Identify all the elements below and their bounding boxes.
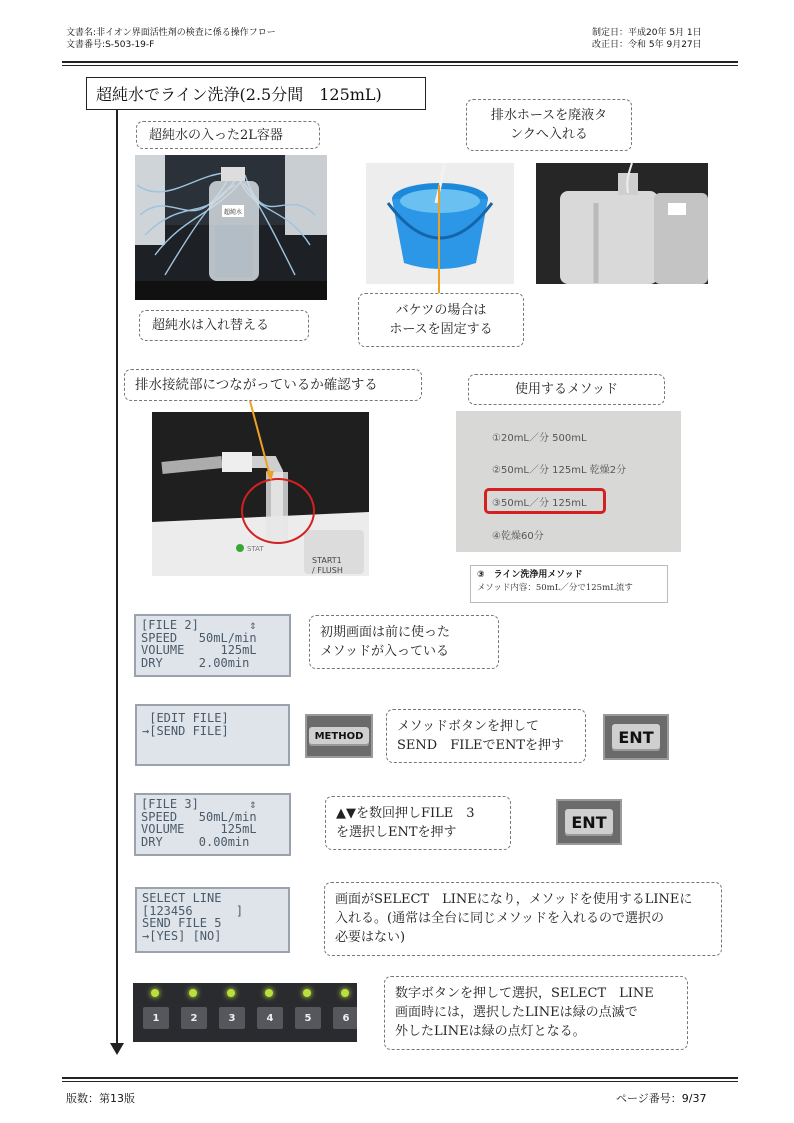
- flow-line: [116, 110, 118, 1047]
- device-brand: STAT: [247, 545, 264, 553]
- note-number-buttons: 数字ボタンを押して選択，SELECT LINE 画面時には，選択したLINEは緑の点滅で 外したLINEは緑の点灯となる。: [384, 976, 688, 1050]
- lcd-send-file-screen: [EDIT FILE] →[SEND FILE]: [135, 704, 290, 766]
- line-led-2: [189, 989, 197, 997]
- bottle-label: 超純水: [223, 209, 243, 216]
- flow-arrow-head: [110, 1043, 124, 1055]
- note-drain-hose: 排水ホースを廃液タ ンクへ入れる: [466, 99, 632, 151]
- line-led-4: [265, 989, 273, 997]
- footer-rule-thin: [62, 1081, 738, 1082]
- note-container-2l: 超純水の入った2L容器: [136, 121, 320, 149]
- note-method-used: 使用するメソッド: [468, 374, 665, 405]
- method-caption-title: ③ ライン洗浄用メソッド: [477, 570, 583, 580]
- doc-name: 非イオン界面活性剤の検査に係る操作フロー: [96, 28, 276, 38]
- revised-date: 令和 5年 9月27日: [628, 40, 702, 50]
- method-list-photo: [456, 411, 681, 552]
- bucket-pointer-line: [438, 185, 440, 293]
- line-number-button-2[interactable]: 2: [181, 1007, 207, 1029]
- lcd-file3-screen: [FILE 3] ⇕ SPEED 50mL/min VOLUME 125mL DRY 0.00min: [134, 793, 291, 856]
- line-number-button-1[interactable]: 1: [143, 1007, 169, 1029]
- note-method-button: メソッドボタンを押して SEND FILEでENTを押す: [386, 709, 586, 763]
- bucket-photo: [366, 163, 514, 284]
- footer-rule-thick: [62, 1077, 738, 1079]
- lcd-file2-screen: [FILE 2] ⇕ SPEED 50mL/min VOLUME 125mL DRY 2.00min: [134, 614, 291, 677]
- line-number-button-5[interactable]: 5: [295, 1007, 321, 1029]
- note-replace-water: 超純水は入れ替える: [139, 310, 309, 341]
- line-number-button-4[interactable]: 4: [257, 1007, 283, 1029]
- number-buttons-photo: [133, 983, 357, 1042]
- line-led-1: [151, 989, 159, 997]
- ent-button-2[interactable]: ENT: [556, 799, 622, 845]
- ent-button-1[interactable]: ENT: [603, 714, 669, 760]
- note-select-file: ▲▼を数回押しFILE 3 を選択しENTを押す: [325, 796, 511, 850]
- section-title: 超純水でライン洗浄(2.5分間 125mL): [86, 77, 426, 110]
- edition-label: 版数：第13版: [66, 1092, 135, 1105]
- page-number: ページ番号：9/37: [616, 1092, 707, 1105]
- lcd-select-line-screen: SELECT LINE [123456 ] SEND FILE 5 →[YES] [NO]: [135, 887, 290, 953]
- note-check-drain: 排水接続部につながっているか確認する: [124, 369, 422, 401]
- header-rule-thick: [62, 61, 738, 63]
- line-number-button-6[interactable]: 6: [333, 1007, 357, 1029]
- start-label: START1: [312, 556, 342, 565]
- header-rule-thin: [62, 65, 738, 66]
- highlight-circle: [241, 478, 315, 544]
- note-bucket-fix: バケツの場合は ホースを固定する: [358, 293, 524, 347]
- method-caption-box: [470, 565, 668, 603]
- drain-pointer-arrow: [246, 401, 276, 481]
- method-item-1: ①20mL／分 500mL: [492, 433, 587, 444]
- doc-number: S-503-19-F: [105, 40, 155, 50]
- created-date: 平成20年 5月 1日: [628, 28, 702, 38]
- note-select-line: 画面がSELECT LINEになり，メソッドを使用するLINEに 入れる。(通常は全台に同じメソッドを入れるので選択の 必要はない): [324, 882, 722, 956]
- method-item-4: ④乾燥60分: [492, 531, 544, 542]
- waste-tank-photo: [536, 163, 708, 284]
- method-item-2: ②50mL／分 125mL 乾燥2分: [492, 465, 627, 476]
- line-led-3: [227, 989, 235, 997]
- method-item-3: ③50mL／分 125mL: [492, 498, 587, 509]
- doc-header-left: 文書名:非イオン界面活性剤の検査に係る操作フロー 文書番号:S-503-19-F: [66, 28, 276, 50]
- doc-header-right: 制定日：平成20年 5月 1日 改正日：令和 5年 9月27日: [592, 28, 702, 50]
- method-caption-content: メソッド内容：50mL／分で125mL流す: [477, 583, 633, 593]
- method-button[interactable]: METHOD: [305, 714, 373, 758]
- line-led-6: [341, 989, 349, 997]
- line-led-5: [303, 989, 311, 997]
- flush-label: / FLUSH: [312, 566, 343, 575]
- line-number-button-3[interactable]: 3: [219, 1007, 245, 1029]
- ultrapure-water-bottle-photo: [135, 155, 327, 300]
- note-initial-screen: 初期画面は前に使った メソッドが入っている: [309, 615, 499, 669]
